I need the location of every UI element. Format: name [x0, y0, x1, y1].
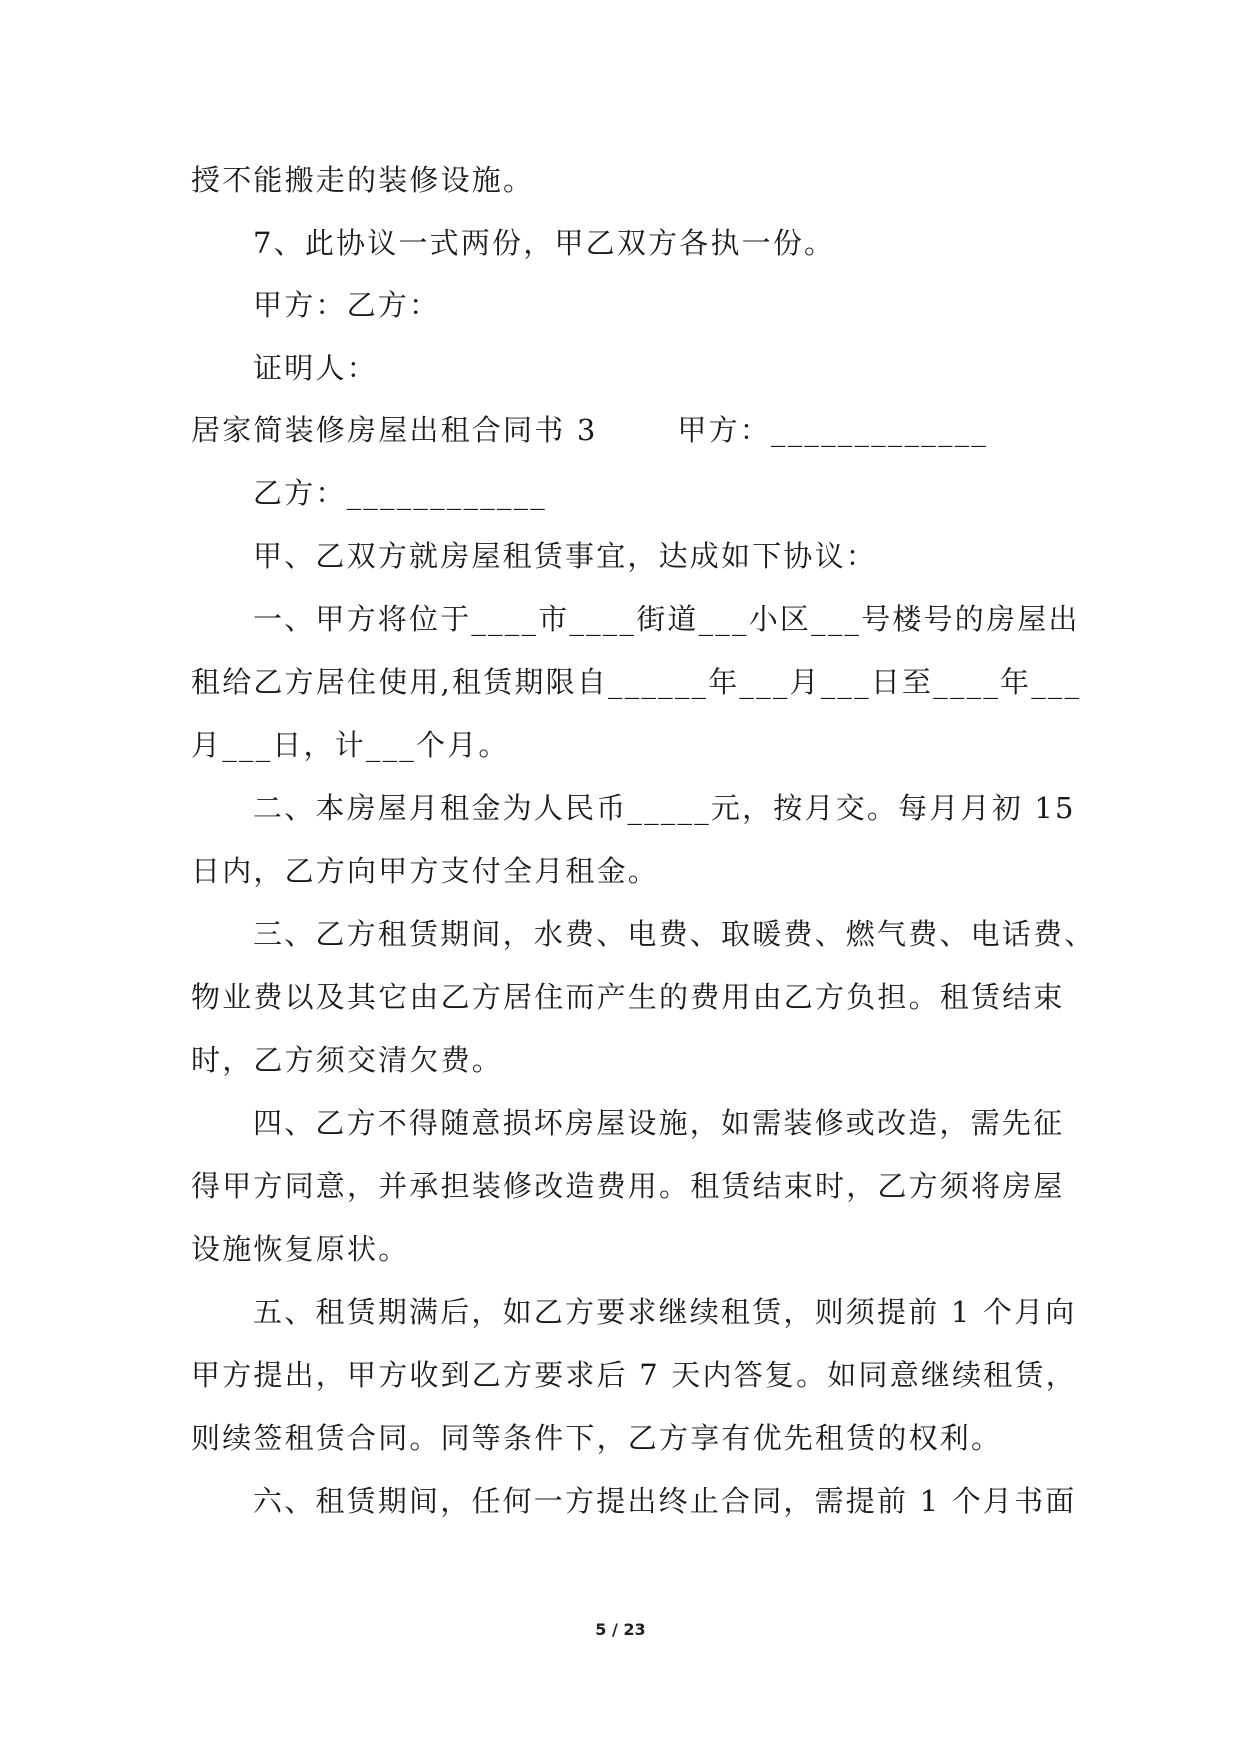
text-line: 六、租赁期间，任何一方提出终止合同，需提前 1 个月书面: [253, 1484, 1077, 1518]
text-line: 物业费以及其它由乙方居住而产生的费用由乙方负担。租赁结束: [191, 980, 1065, 1014]
text-line: 五、租赁期满后，如乙方要求继续租赁，则须提前 1 个月向: [253, 1295, 1077, 1329]
text-line: 时，乙方须交清欠费。: [191, 1043, 504, 1077]
text-line: 三、乙方租赁期间，水费、电费、取暖费、燃气费、电话费、: [253, 917, 1096, 951]
page-number: 5 / 23: [595, 1620, 646, 1639]
text-line: 设施恢复原状。: [191, 1232, 410, 1266]
text-line: 甲、乙双方就房屋租赁事宜，达成如下协议：: [253, 539, 878, 573]
text-line: 日内，乙方向甲方支付全月租金。: [191, 854, 660, 888]
text-line: 7、此协议一式两份，甲乙双方各执一份。: [253, 226, 836, 260]
text-line: 则续签租赁合同。同等条件下，乙方享有优先租赁的权利。: [191, 1421, 1003, 1455]
text-line: 四、乙方不得随意损坏房屋设施，如需装修或改造，需先征: [253, 1106, 1065, 1140]
text-line: 乙方：____________: [253, 476, 548, 510]
text-line: 得甲方同意，并承担装修改造费用。租赁结束时，乙方须将房屋: [191, 1169, 1065, 1203]
text-line: 租给乙方居住使用,租赁期限自______年___月___日至____年___: [191, 665, 1082, 699]
text-line: 甲方：乙方：: [253, 288, 441, 322]
text-line: 授不能搬走的装修设施。: [191, 163, 535, 197]
section-heading-line: 居家简装修房屋出租合同书 3 甲方：_____________: [191, 413, 989, 447]
text-line: 二、本房屋月租金为人民币_____元，按月交。每月月初 15: [253, 791, 1076, 825]
text-line: 甲方提出，甲方收到乙方要求后 7 天内答复。如同意继续租赁，: [191, 1358, 1077, 1392]
text-line: 证明人：: [253, 351, 378, 385]
text-line: 一、甲方将位于____市____街道___小区___号楼号的房屋出: [253, 602, 1080, 636]
text-line: 月___日，计___个月。: [191, 728, 510, 762]
